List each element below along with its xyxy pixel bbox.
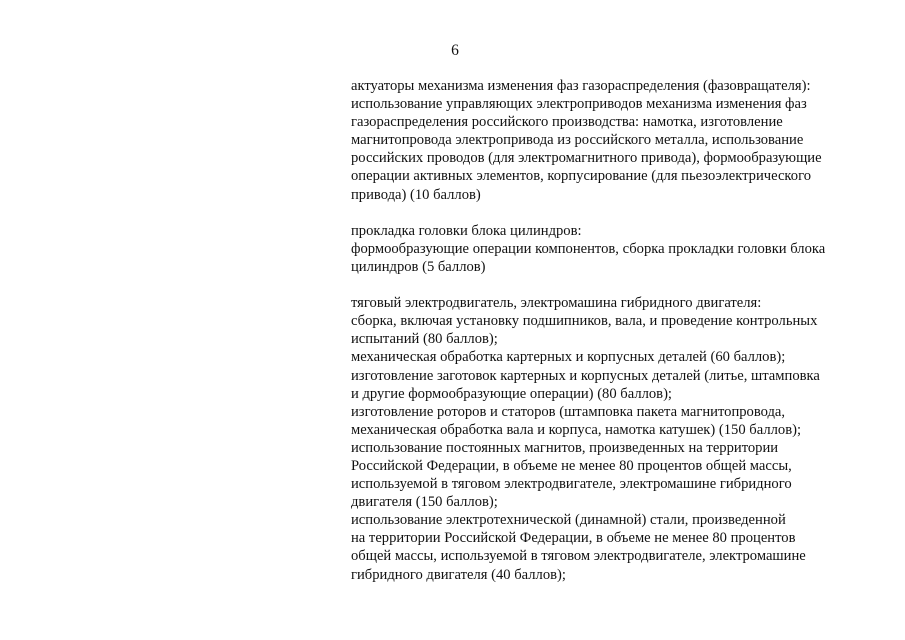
text-line: магнитопровода электропривода из российского металла, использование xyxy=(351,132,804,149)
paragraph-phase-actuators xyxy=(351,77,871,204)
text-line: общей массы, используемой в тяговом электродвигателе, электромашине xyxy=(351,548,806,565)
text-line: использование управляющих электроприводов механизма изменения фаз xyxy=(351,96,807,113)
text-line: прокладка головки блока цилиндров: xyxy=(351,222,582,239)
paragraph-spacer xyxy=(351,204,871,222)
text-line: российских проводов (для электромагнитного привода), формообразующие xyxy=(351,150,822,167)
text-line: актуаторы механизма изменения фаз газораспределения (фазовращателя): xyxy=(351,78,811,94)
text-line: Российской Федерации, в объеме не менее 80 процентов общей массы, xyxy=(351,457,792,474)
text-line: двигателя (150 баллов); xyxy=(351,494,498,511)
text-line: сборка, включая установку подшипников, вала, и проведение контрольных xyxy=(351,313,818,330)
text-line: привода) (10 баллов) xyxy=(351,186,481,203)
page-number: 6 xyxy=(451,42,459,59)
text-line: гибридного двигателя (40 баллов); xyxy=(351,566,566,583)
text-line: использование постоянных магнитов, произведенных на территории xyxy=(351,439,779,456)
text-line: используемой в тяговом электродвигателе, электромашине гибридного xyxy=(351,476,792,493)
paragraph-head-gasket xyxy=(351,222,871,276)
text-line: на территории Российской Федерации, в объеме не менее 80 процентов xyxy=(351,530,796,547)
paragraph-traction-motor xyxy=(351,294,871,584)
text-line: использование электротехнической (динамной) стали, произведенной xyxy=(351,512,786,529)
text-line: изготовление заготовок картерных и корпусных деталей (литье, штамповка xyxy=(351,367,820,384)
text-line: испытаний (80 баллов); xyxy=(351,331,498,348)
text-line: тяговый электродвигатель, электромашина гибридного двигателя: xyxy=(351,295,762,312)
text-line: операции активных элементов, корпусирование (для пьезоэлектрического xyxy=(351,168,812,185)
document-body xyxy=(351,77,871,584)
text-line: формообразующие операции компонентов, сборка прокладки головки блока xyxy=(351,240,826,257)
text-line: газораспределения российского производства: намотка, изготовление xyxy=(351,114,783,131)
text-line: механическая обработка картерных и корпусных деталей (60 баллов); xyxy=(351,349,786,366)
text-line: механическая обработка вала и корпуса, намотка катушек) (150 баллов); xyxy=(351,421,801,438)
text-line: и другие формообразующие операции) (80 баллов); xyxy=(351,385,672,402)
text-line: изготовление роторов и статоров (штамповка пакета магнитопровода, xyxy=(351,403,786,420)
text-line: цилиндров (5 баллов) xyxy=(351,258,486,275)
paragraph-spacer xyxy=(351,276,871,294)
